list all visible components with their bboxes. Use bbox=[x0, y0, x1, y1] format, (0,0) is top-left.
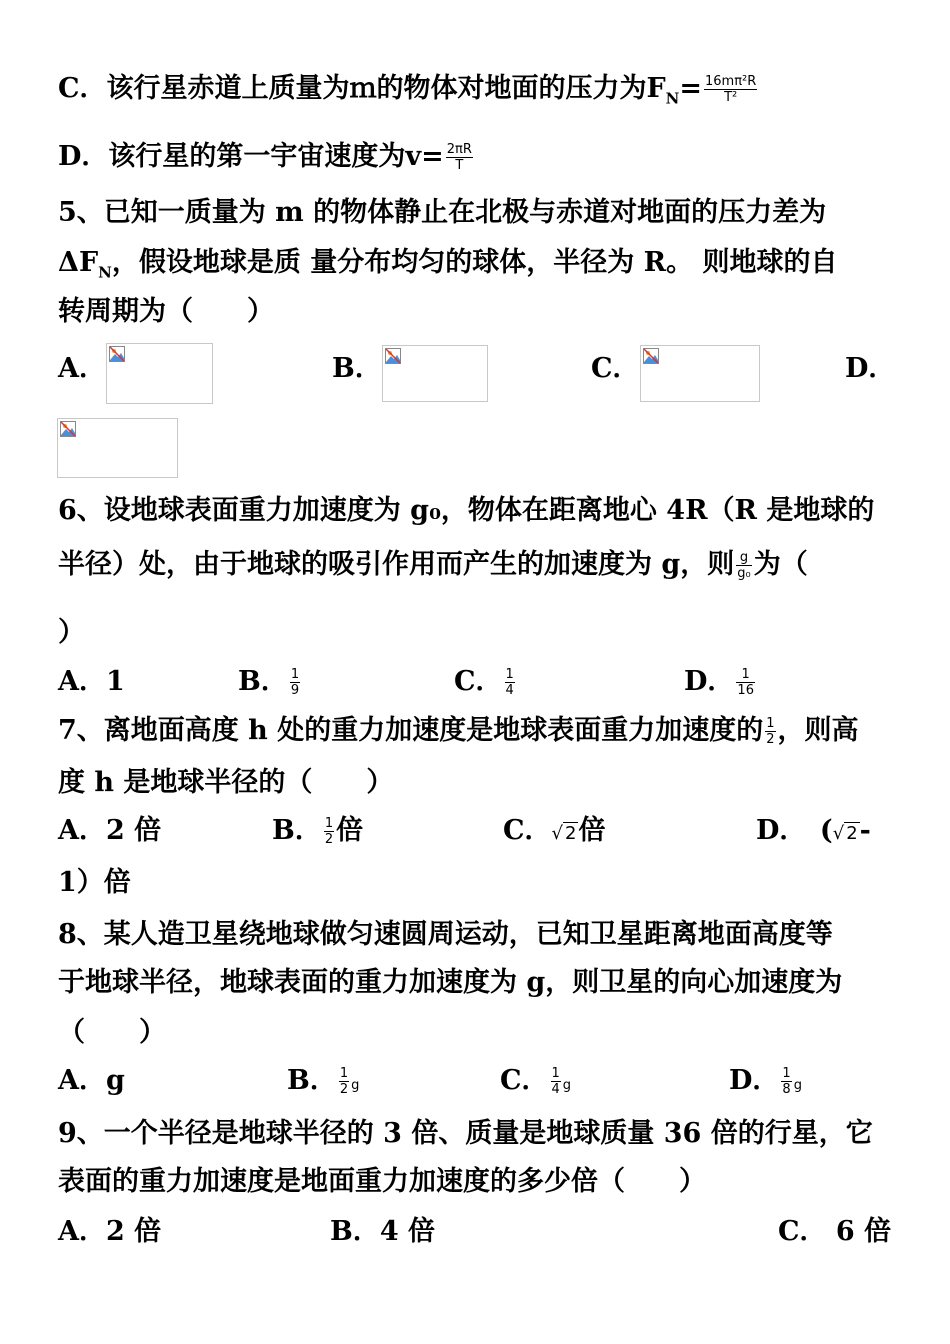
q4c-eq: = bbox=[679, 73, 703, 104]
q4c-den: T² bbox=[724, 90, 738, 105]
q6-option-d-label: D． bbox=[684, 666, 735, 697]
q7-option-b-num: 1 bbox=[324, 816, 334, 831]
q4d-lhs: v= bbox=[405, 141, 444, 172]
q4c-lhs: F bbox=[646, 73, 666, 104]
q8-option-b-num: 1 bbox=[339, 1066, 349, 1081]
q4c-num: 16mπ²R bbox=[705, 74, 757, 89]
q6-line2b: 为（ bbox=[753, 549, 808, 580]
q9-option-b: B．4 倍 bbox=[330, 1216, 436, 1247]
q8-option-d-den: 8 bbox=[782, 1082, 791, 1097]
q6-frac-den: g₀ bbox=[737, 566, 751, 581]
q5-option-b-label: B． bbox=[332, 353, 382, 384]
q8-option-c-den: 4 bbox=[551, 1082, 560, 1097]
q5-option-a-label: A． bbox=[58, 353, 106, 384]
q5-line-1: 5、已知一质量为 m 的物体静止在北极与赤道对地面的压力差为 bbox=[58, 197, 827, 228]
broken-image-icon bbox=[385, 348, 401, 364]
q6-option-c-fraction bbox=[505, 667, 515, 698]
q5-deltaf-sub: N bbox=[98, 263, 112, 282]
q8-option-c-label: C． bbox=[500, 1065, 549, 1096]
broken-image-icon bbox=[109, 346, 125, 362]
q5-line-2 bbox=[58, 246, 837, 280]
q8-line-1: 8、某人造卫星绕地球做匀速圆周运动，已知卫星距离地面高度等 bbox=[58, 919, 833, 950]
q8-line-2: 于地球半径，地球表面的重力加速度为 g，则卫星的向心加速度为 bbox=[58, 967, 843, 998]
q7-option-c-suffix: 倍 bbox=[578, 815, 606, 846]
q7-frac-num: 1 bbox=[766, 716, 775, 731]
q4d-den: T bbox=[455, 158, 464, 173]
q6-option-d bbox=[684, 665, 757, 699]
q8-option-d-num: 1 bbox=[782, 1066, 791, 1081]
q4c-text: C．该行星赤道上质量为ｍ的物体对地面的压力为 bbox=[58, 73, 647, 104]
q7-option-d-sqrt: √ 2 bbox=[832, 823, 858, 844]
q8-option-b-den: 2 bbox=[339, 1082, 349, 1097]
q6-option-b-fraction bbox=[290, 667, 300, 698]
q7-line-1 bbox=[58, 714, 859, 748]
q8-option-a: A．g bbox=[58, 1065, 125, 1096]
q5-option-d-label: D． bbox=[845, 353, 896, 384]
q8-option-d-fraction bbox=[781, 1066, 791, 1097]
q6-option-d-den: 16 bbox=[737, 683, 754, 698]
q5-option-b-image bbox=[382, 345, 488, 402]
q6-option-a: A．1 bbox=[58, 666, 125, 697]
q6-option-c-den: 4 bbox=[505, 683, 514, 698]
q7-option-c-label: C． bbox=[503, 815, 552, 846]
q7-option-b-fraction bbox=[324, 816, 334, 847]
q6-option-d-fraction bbox=[736, 667, 755, 698]
q9-line-2: 表面的重力加速度是地面重力加速度的多少倍（ ） bbox=[58, 1166, 706, 1197]
q6-option-c-num: 1 bbox=[505, 667, 514, 682]
q7-option-b-label: B． bbox=[272, 815, 322, 846]
q6-option-b-label: B． bbox=[238, 666, 288, 697]
q4d-fraction bbox=[446, 142, 473, 173]
q7-fraction bbox=[765, 716, 775, 747]
q7-line1b: ，则高 bbox=[777, 715, 859, 746]
q4d-text: D．该行星的第一宇宙速度为 bbox=[58, 141, 406, 172]
q7-option-d-label: D． ( bbox=[756, 815, 833, 846]
q8-option-b-suffix: g bbox=[351, 1078, 360, 1093]
q4-option-c bbox=[58, 72, 759, 106]
q8-option-c bbox=[500, 1064, 571, 1103]
q7-line-2: 度 h 是地球半径的（ ） bbox=[58, 767, 394, 798]
q8-option-d bbox=[729, 1064, 802, 1103]
q6-line-2 bbox=[58, 548, 808, 582]
q4c-lhs-sub: N bbox=[665, 89, 680, 108]
q6-option-b bbox=[238, 665, 302, 699]
q6-line-3: ） bbox=[58, 617, 85, 648]
q4-option-d bbox=[58, 140, 475, 174]
q8-option-b-fraction bbox=[339, 1066, 349, 1097]
q6-fraction bbox=[736, 550, 751, 581]
q8-line-3: （ ） bbox=[58, 1017, 166, 1048]
q7-line-4: 1）倍 bbox=[58, 867, 131, 898]
q9-option-a: A．2 倍 bbox=[58, 1216, 162, 1247]
broken-image-icon bbox=[60, 421, 76, 437]
q9-option-c: C． 6 倍 bbox=[778, 1216, 892, 1247]
q6-line-1: 6、设地球表面重力加速度为 g₀，物体在距离地心 4R（R 是地球的 bbox=[58, 495, 875, 526]
q7-option-d bbox=[756, 814, 871, 851]
q5-option-c-image bbox=[640, 345, 760, 402]
q8-option-c-suffix: g bbox=[562, 1078, 572, 1093]
broken-image-icon bbox=[643, 348, 659, 364]
q8-option-d-label: D． bbox=[729, 1065, 780, 1096]
q6-option-c bbox=[454, 665, 517, 699]
q4c-fraction bbox=[704, 74, 757, 105]
q9-line-1: 9、一个半径是地球半径的 3 倍、质量是地球质量 36 倍的行星，它 bbox=[58, 1118, 873, 1149]
q7-option-c-sqrt: √ 2 bbox=[551, 823, 577, 844]
q5-line2-text: $\Delta F_N$，假设地球是质 量分布均匀的球体，半径为 R。 则地球的自 bbox=[58, 247, 838, 282]
q8-option-d-suffix: g bbox=[793, 1078, 802, 1093]
q7-option-c bbox=[503, 814, 605, 851]
q5-option-a-image bbox=[106, 343, 213, 404]
q8-option-b bbox=[287, 1064, 359, 1103]
q7-option-d-radicand: 2 bbox=[846, 823, 858, 844]
q7-option-b-suffix: 倍 bbox=[336, 815, 364, 846]
q8-option-c-fraction bbox=[551, 1066, 561, 1097]
q7-option-b bbox=[272, 814, 363, 848]
q6-option-b-den: 9 bbox=[290, 683, 300, 698]
q7-line1a: 7、离地面高度 h 处的重力加速度是地球表面重力加速度的 bbox=[58, 715, 764, 746]
q4d-num: 2πR bbox=[446, 142, 472, 157]
q7-option-c-radicand: 2 bbox=[564, 823, 577, 844]
q7-option-a: A．2 倍 bbox=[58, 815, 162, 846]
q6-option-d-num: 1 bbox=[736, 667, 755, 683]
q6-option-c-label: C． bbox=[454, 666, 503, 697]
q8-option-c-num: 1 bbox=[551, 1066, 560, 1081]
q7-frac-den: 2 bbox=[766, 732, 775, 747]
q5-line-3: 转周期为（ ） bbox=[58, 296, 274, 327]
q5-option-d-image bbox=[57, 418, 178, 478]
q7-option-d-suffix: - bbox=[859, 815, 871, 846]
q5-option-c-label: C． bbox=[591, 353, 640, 384]
q6-option-b-num: 1 bbox=[290, 667, 300, 682]
q6-line2a: 半径）处，由于地球的吸引作用而产生的加速度为 g，则 bbox=[58, 549, 735, 580]
q7-option-b-den: 2 bbox=[324, 832, 334, 847]
q6-frac-num: g bbox=[736, 550, 751, 566]
q8-option-b-label: B． bbox=[287, 1065, 337, 1096]
